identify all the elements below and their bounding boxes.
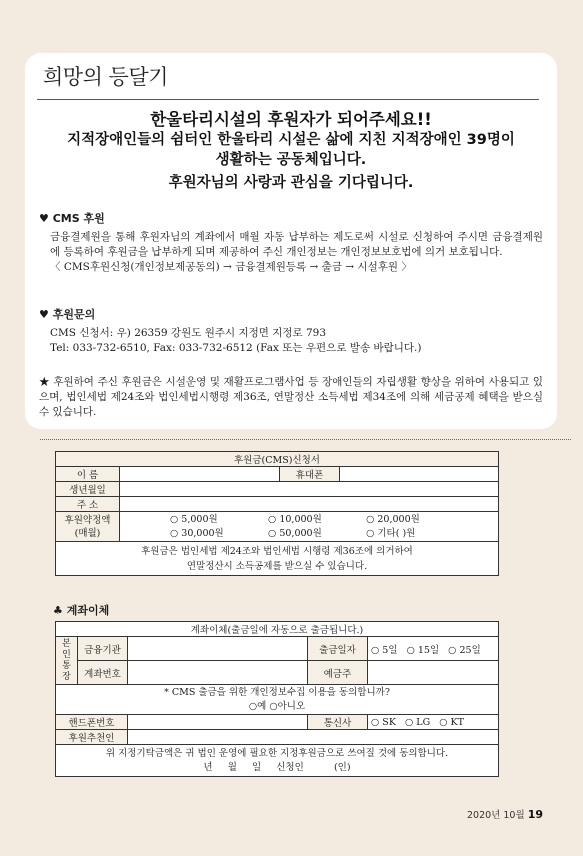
date-option-5[interactable]: ○ 5일 <box>371 644 398 656</box>
bank-field[interactable] <box>128 637 308 661</box>
address-label: 주 소 <box>56 497 120 512</box>
inquiry-address: CMS 신청서: 우) 26359 강원도 원주시 지정면 지정로 793 <box>50 327 327 339</box>
name-label: 이 름 <box>56 467 120 482</box>
transfer-title: 계좌이체(출금일에 자동으로 출금됩니다.) <box>56 622 499 637</box>
headline-line-4: 후원자님의 사랑과 관심을 기다립니다. <box>168 175 414 191</box>
section-title: 희망의 등달기 <box>43 65 168 89</box>
birth-field[interactable] <box>120 482 499 497</box>
mobile-field[interactable] <box>128 715 308 730</box>
cms-body: 금융결제원을 통해 후원자님의 계좌에서 매월 자동 납부하는 제도로써 시설로 신청하여 주시면 금융결제원에 등록하여 후원금을 납부하게 되며 제공하여 주신 개인정보는 개인정보보호법에 의거 보호됩니다. <box>50 231 543 258</box>
bank-transfer-form <box>55 621 499 777</box>
consent-question: * CMS 출금을 위한 개인정보수집 이용을 동의합니까? <box>164 686 390 698</box>
cms-flow: 〈 CMS후원신청(개인정보제공동의) → 금융결제원등록 → 출금 → 시설후원 〉 <box>50 261 412 273</box>
signature-line[interactable]: 년 월 일 신청인 (인) <box>203 761 351 773</box>
form-title: 후원금(CMS)신청서 <box>56 452 499 467</box>
carrier-option-sk[interactable]: ○ SK <box>371 716 396 728</box>
amount-option-20000[interactable]: ○ 20,000원 <box>366 513 420 525</box>
cms-heading: ♥ CMS 후원 <box>39 212 105 225</box>
name-field[interactable] <box>120 467 280 482</box>
page-footer <box>467 807 543 821</box>
amount-label: 후원약정액 <box>64 514 111 526</box>
dotted-divider <box>40 439 571 440</box>
amount-sub-label: (매월) <box>74 527 101 539</box>
account-number-field[interactable] <box>128 661 308 685</box>
phone-label: 휴대폰 <box>280 467 340 482</box>
page-number: 19 <box>527 808 543 821</box>
inquiry-contact: Tel: 033-732-6510, Fax: 033-732-6512 (Fax 또는 우편으로 발송 바랍니다.) <box>50 342 422 354</box>
date-option-25[interactable]: ○ 25일 <box>448 644 481 656</box>
headline-block <box>25 109 557 193</box>
account-holder-label: 예금주 <box>308 661 368 685</box>
carrier-options <box>368 715 499 730</box>
amount-options-row-1 <box>170 513 495 527</box>
tax-note: ★ 후원하여 주신 후원금은 시설운영 및 재활프로그램사업 등 장애인들의 자립생활 향상을 위하여 사용되고 있으며, 법인세법 제24조와 법인세법시행령 제36조, 연말정산 소득세법 제34조에 의해 세금공제 혜택을 받으실 수 있습니다. <box>39 376 543 418</box>
recommender-field[interactable] <box>128 730 499 745</box>
amount-label-cell <box>56 512 120 542</box>
cms-section <box>39 211 543 275</box>
bank-label: 금융기관 <box>78 637 128 661</box>
phone-field[interactable] <box>340 467 499 482</box>
tax-notice-cell <box>56 542 499 576</box>
headline-line-2: 지적장애인들의 쉼터인 한울타리 시설은 삶에 지친 지적장애인 39명이 <box>67 132 515 148</box>
carrier-option-kt[interactable]: ○ KT <box>439 716 464 728</box>
amount-option-30000[interactable]: ○ 30,000원 <box>170 527 224 539</box>
account-number-label: 계좌번호 <box>78 661 128 685</box>
birth-label: 생년월일 <box>56 482 120 497</box>
consent-options[interactable]: ○예 ○아니오 <box>248 700 306 712</box>
withdraw-date-options <box>368 637 499 661</box>
amount-option-50000[interactable]: ○ 50,000원 <box>268 527 322 539</box>
amount-option-10000[interactable]: ○ 10,000원 <box>268 513 322 525</box>
issue-date: 2020년 10월 <box>467 810 525 821</box>
amount-options <box>120 512 499 542</box>
tax-notice-line-2: 연말정산시 소득공제를 받으실 수 있습니다. <box>186 560 368 572</box>
title-divider <box>37 99 539 100</box>
inquiry-section <box>39 307 543 356</box>
agreement-text: 위 지정기탁금액은 귀 법인 운영에 필요한 지정후원금으로 쓰여질 것에 동의합니다. <box>105 747 449 759</box>
inquiry-heading: ♥ 후원문의 <box>39 308 96 321</box>
address-field[interactable] <box>120 497 499 512</box>
date-option-15[interactable]: ○ 15일 <box>406 644 440 656</box>
withdraw-date-label: 출금일자 <box>308 637 368 661</box>
info-card <box>25 53 557 429</box>
account-holder-field[interactable] <box>368 661 499 685</box>
self-account-label: 본인통장 <box>56 637 78 685</box>
headline-line-3: 생활하는 공동체입니다. <box>215 152 367 168</box>
amount-option-other[interactable]: ○ 기타( )원 <box>366 527 416 539</box>
headline-main: 한울타리시설의 후원자가 되어주세요!! <box>150 110 432 129</box>
cms-application-form <box>55 451 499 576</box>
amount-options-row-2 <box>170 527 495 541</box>
mobile-label: 핸드폰번호 <box>56 715 128 730</box>
carrier-option-lg[interactable]: ○ LG <box>404 716 431 728</box>
carrier-label: 통신사 <box>308 715 368 730</box>
consent-cell <box>56 685 499 715</box>
agreement-cell <box>56 745 499 777</box>
transfer-heading: ♣ 계좌이체 <box>53 604 110 617</box>
tax-notice-line-1: 후원금은 법인세법 제24조와 법인세법 시행령 제36조에 의거하여 <box>141 545 413 557</box>
recommender-label: 후원추천인 <box>56 730 128 745</box>
amount-option-5000[interactable]: ○ 5,000원 <box>170 513 218 525</box>
